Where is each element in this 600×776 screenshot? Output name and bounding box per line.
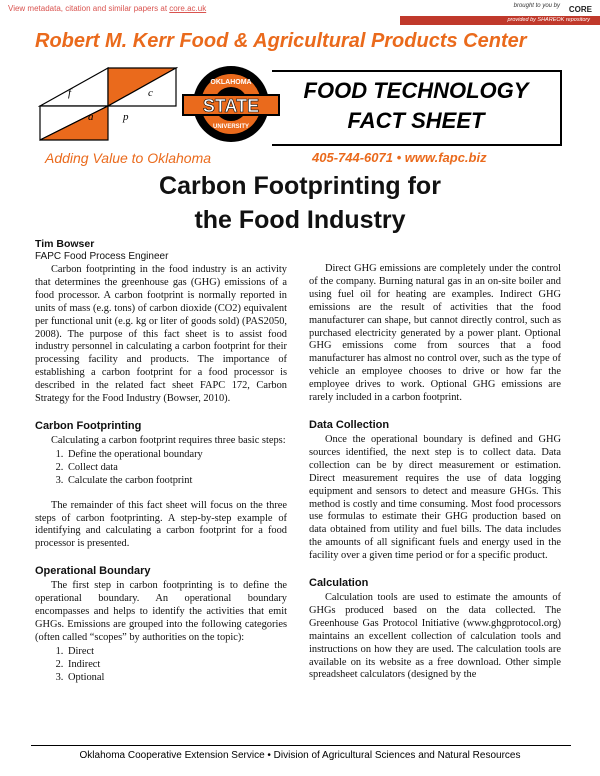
list-item: 3. Calculate the carbon footprint (66, 475, 287, 488)
fapc-letter-f: f (68, 87, 72, 99)
intro-paragraph: Carbon footprinting in the food industry is an activity that determines the greenhouse gas (GHG) emissions of a food processor. A carbon footprint is normally reported in units of mass (e.g. tons) of carbon dioxide (CO2) equivalent per functional unit (e.g. kg or liter of goods sold) (PAS2050, 2008). The purpose of this fact sheet is to assist food industry personnel in calculating a carbon footprint for their processing facility and products. The importance of establishing a carbon footprint for a food processor is described in the related fact sheet FAPC 172, Carbon Strategy for the Food Industry (Bowser, 2010). (35, 264, 287, 405)
fact-sheet-banner (272, 70, 562, 146)
osu-state-logo (180, 62, 282, 146)
brought-to-you-label: brought to you by (513, 3, 560, 9)
core-prefix: View metadata, citation and similar papers at (8, 4, 170, 13)
fapc-letter-p: p (123, 111, 129, 123)
scopes-list (35, 646, 287, 685)
list-item: 1. Define the operational boundary (66, 449, 287, 462)
provided-by-label[interactable]: provided by SHAREOK repository (507, 17, 590, 23)
left-column (35, 238, 287, 684)
heading-data-collection: Data Collection (309, 418, 390, 431)
list-item: 3. Optional (66, 672, 287, 685)
core-link-text[interactable]: core.ac.uk (169, 4, 207, 13)
footer-text: Oklahoma Cooperative Extension Service • Division of Agricultural Sciences and Natural Resources (79, 750, 521, 761)
data-collection-paragraph: Once the operational boundary is defined and GHG sources identified, the next step is to collect data. Data collection can be by direct measurement or estimation. Direct measurement requires the use of data logging equipment and sensors to detect and measure GHGs. This method is costly and time consuming. Most food processors use formulas to estimate their GHG production based on data obtained from utility and fuel bills. The data includes the amounts of all significant fuels and energy used in the facility over a given time period or for a specific product. (309, 433, 561, 562)
tagline: Adding Value to Oklahoma (45, 150, 212, 166)
contact-info[interactable]: 405-744-6071 • www.fapc.biz (312, 150, 487, 165)
list-item: 1. Direct (66, 646, 287, 659)
heading-calculation: Calculation (309, 577, 369, 590)
list-item: 2. Collect data (66, 462, 287, 475)
calculation-paragraph: Calculation tools are used to estimate the amounts of GHGs produced based on the data collected. The Greenhouse Gas Protocol Initiative (www.ghgprotocol.org) maintains an excellent collection of calculation tools and instructions on how they are used. The calculation tools are available on its website as a free download. Other simple spreadsheet calculators (designed by the (309, 592, 561, 681)
heading-operational-boundary: Operational Boundary (35, 565, 151, 578)
operational-boundary-paragraph: The first step in carbon footprinting is to define the operational boundary. An operational boundary encompasses and helps to identify the activities that emit GHGs. Emissions are grouped into the following categories (often called “scopes” by authorities on the topic): (35, 580, 287, 643)
osu-state-text: STATE (202, 96, 260, 116)
remainder-paragraph: The remainder of this fact sheet will focus on the three steps of carbon footprinting. A step-by-step example of identifying and calculating a carbon footprint for a food processor is presented. (35, 499, 287, 550)
heading-carbon-footprinting: Carbon Footprinting (35, 419, 142, 432)
core-logo[interactable]: CORE (568, 5, 592, 14)
fapc-logo (38, 66, 178, 142)
list-item: 2. Indirect (66, 659, 287, 672)
fact-sheet-line1: FOOD TECHNOLOGY (303, 78, 529, 103)
right-column (309, 263, 561, 682)
author-name: Tim Bowser (35, 238, 95, 250)
carbon-footprinting-paragraph: Calculating a carbon footprint requires three basic steps: (51, 434, 286, 446)
steps-list (35, 449, 287, 488)
document-title-line1: Carbon Footprinting for (159, 172, 441, 200)
direct-emissions-paragraph: Direct GHG emissions are completely under the control of the company. Burning natural gas in an on-site boiler and using fuel oil for heating are examples. Indirect GHG emissions are the result of activities that the food manufacturer can shape, but cannot directly control, such as purchased electricity generated by a power plant. Optional GHG emissions come from sources that a food manufacturer has almost no control over, such as the type of vehicle an employee chooses to drive or how far the employee drives to work. Optional GHG emissions are rarely included in a carbon footprint. (309, 263, 561, 404)
footer-rule (31, 745, 571, 746)
author-affiliation: FAPC Food Process Engineer (35, 251, 169, 262)
center-title: Robert M. Kerr Food & Agricultural Products Center (35, 30, 527, 52)
fapc-letter-c: c (148, 87, 153, 99)
osu-top-text: OKLAHOMA (210, 79, 252, 86)
fapc-letter-a: a (88, 111, 94, 123)
fact-sheet-line2: FACT SHEET (347, 108, 485, 133)
core-metadata-link[interactable] (8, 4, 206, 13)
document-title-line2: the Food Industry (194, 206, 406, 234)
osu-bottom-text: UNIVERSITY (212, 124, 250, 130)
